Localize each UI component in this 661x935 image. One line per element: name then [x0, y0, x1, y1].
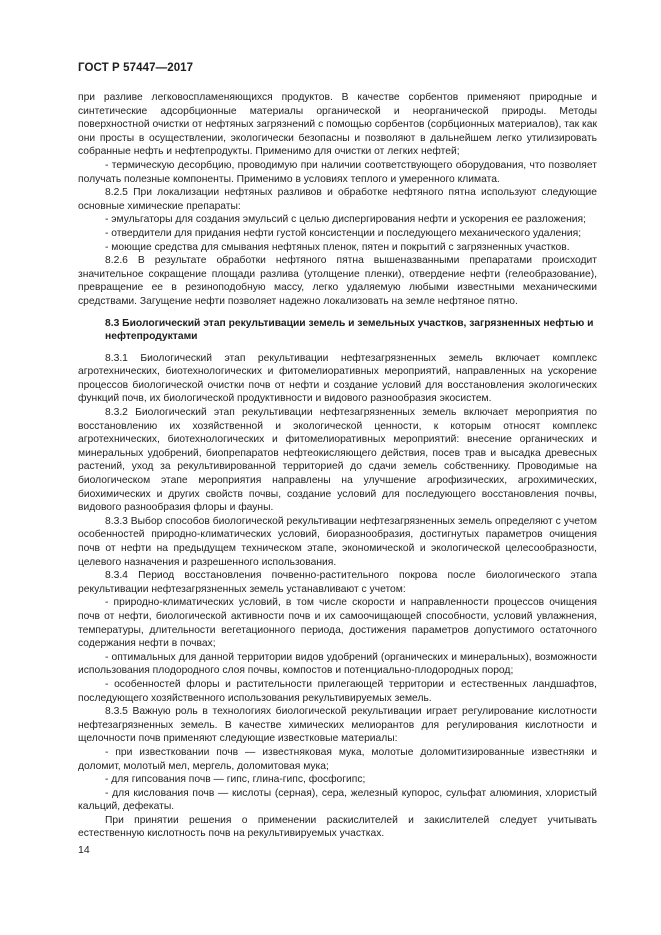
clause-8-3-4: 8.3.4 Период восстановления почвенно-растительного покрова после биологического этапа рекультивации нефтезагрязненных земель устанавливают с учетом: — [78, 570, 597, 595]
list-item: - для кислования почв — кислоты (серная), сера, железный купорос, сульфат алюминия, хлористый кальций, дефекаты. — [78, 787, 597, 813]
clause-8-3-5: 8.3.5 Важную роль в технологиях биологической рекультивации играет регулирование кислотности нефтезагрязненных земель. В качестве химических мелиорантов для регулирования кислотности и щелочности почв применяют следующие известковые материалы: — [78, 706, 597, 745]
list-item: - оптимальных для данной территории видов удобрений (органических и минеральных), возможности использования плодородного слоя почвы, компостов и потенциально-плодородных пород; — [78, 651, 597, 677]
section-heading-8-3: 8.3 Биологический этап рекультивации земель и земельных участков, загрязненных нефтью и нефтепродуктами — [105, 317, 594, 343]
clause-8-3-2: 8.3.2 Биологический этап рекультивации нефтезагрязненных земель включает мероприятия по восстановлению их хозяйственной и экологической ценности, к которым относят комплекс агротехнических, биотехнологических и фитомелиоративных мероприятий: внесение органических и минеральных удобрений, биопрепаратов нефтеокисляющего действия, посев трав и высадка древесных растений, уход за рекультивированной территорией до сдачи земель собственнику. Проводимые на биологическом этапе мероприятия направлены на улучшение агрофизических, агрохимических, биохимических и других свойств почвы, создание условий для последующего восстановления почвы, видового разнообразия флоры и фауны. — [78, 407, 597, 514]
clause-8-3-3: 8.3.3 Выбор способов биологической рекультивации нефтезагрязненных земель определяют с учетом особенностей природно-климатических условий, биоразнообразия, достигнутых параметров очищения почв от нефти на предыдущем техническом этапе, экономической и экологической целесообразности, целевого назначения и разрешенного использования. — [78, 515, 597, 568]
list-item: - термическую десорбцию, проводимую при наличии соответствующего оборудования, что позволяет получать полезные компоненты. Применимо в условиях теплого и умеренного климата. — [78, 159, 597, 185]
list-item: - при известковании почв — известняковая мука, молотые доломитизированные известняки и доломит, молотый мел, мергель, доломитовая мука; — [78, 746, 597, 772]
page-body — [78, 91, 597, 841]
clause-8-2-6: 8.2.6 В результате обработки нефтяного пятна вышеназванными препаратами происходит значительное сокращение площади разлива (утолщение пленки), отвердение нефти (гелеобразование), превращение ее в резиноподобную массу, легко удаляемую любыми известными механическими средствами. Загущение нефти позволяет надежно локализовать на земле нефтяное пятно. — [78, 255, 597, 307]
list-item: - природно-климатических условий, в том числе скорости и направленности процессов очищения почв от нефти, биологической активности почв и их самоочищающей способности, условий увлажнения, температуры, длительности вегетационного периода, достижения параметров допустимого остаточного содержания нефти в почвах; — [78, 597, 597, 650]
clause-8-2-5: 8.2.5 При локализации нефтяных разливов и обработке нефтяного пятна используют следующие основные химические препараты: — [78, 187, 597, 212]
list-item: - отвердители для придания нефти густой консистенции и последующего механического удаления; — [105, 227, 582, 239]
paragraph: При принятии решения о применении раскислителей и закислителей следует учитывать естественную кислотность почв на рекультивируемых участках. — [78, 814, 597, 840]
paragraph: при разливе легковоспламеняющихся продуктов. В качестве сорбентов применяют природные и синтетические адсорбционные материалы органической и неорганической природы. Методы поверхностной очистки от нефтяных загрязнений с помощью сорбентов (сорбционных материалов), так как они просты в осуществлении, экологически безопасны и позволяют в дальнейшем легко утилизировать собранные нефть и нефтепродукты. Применимо для очистки от легких нефтей; — [78, 92, 597, 158]
list-item: - особенностей флоры и растительности прилегающей территории и естественных ландшафтов, последующего хозяйственного использования рекультивируемых земель. — [78, 678, 597, 704]
page-number: 14 — [78, 844, 90, 856]
list-item: - для гипсования почв — гипс, глина-гипс, фосфогипс; — [105, 774, 366, 786]
list-item: - моющие средства для смывания нефтяных пленок, пятен и покрытий с загрязненных участков. — [105, 241, 570, 253]
standard-header: ГОСТ Р 57447—2017 — [78, 62, 194, 74]
clause-8-3-1: 8.3.1 Биологический этап рекультивации нефтезагрязненных земель включает комплекс агротехнических, биотехнологических и фитомелиоративных мероприятий, направленных на ускорение процессов биологической очистки почв от нефти и создание условий для восстановления экологических функций почв, их биологической продуктивности и видового разнообразия экосистем. — [78, 352, 597, 405]
list-item: - эмульгаторы для создания эмульсий с целью диспергирования нефти и ускорения ее разложения; — [105, 214, 586, 226]
